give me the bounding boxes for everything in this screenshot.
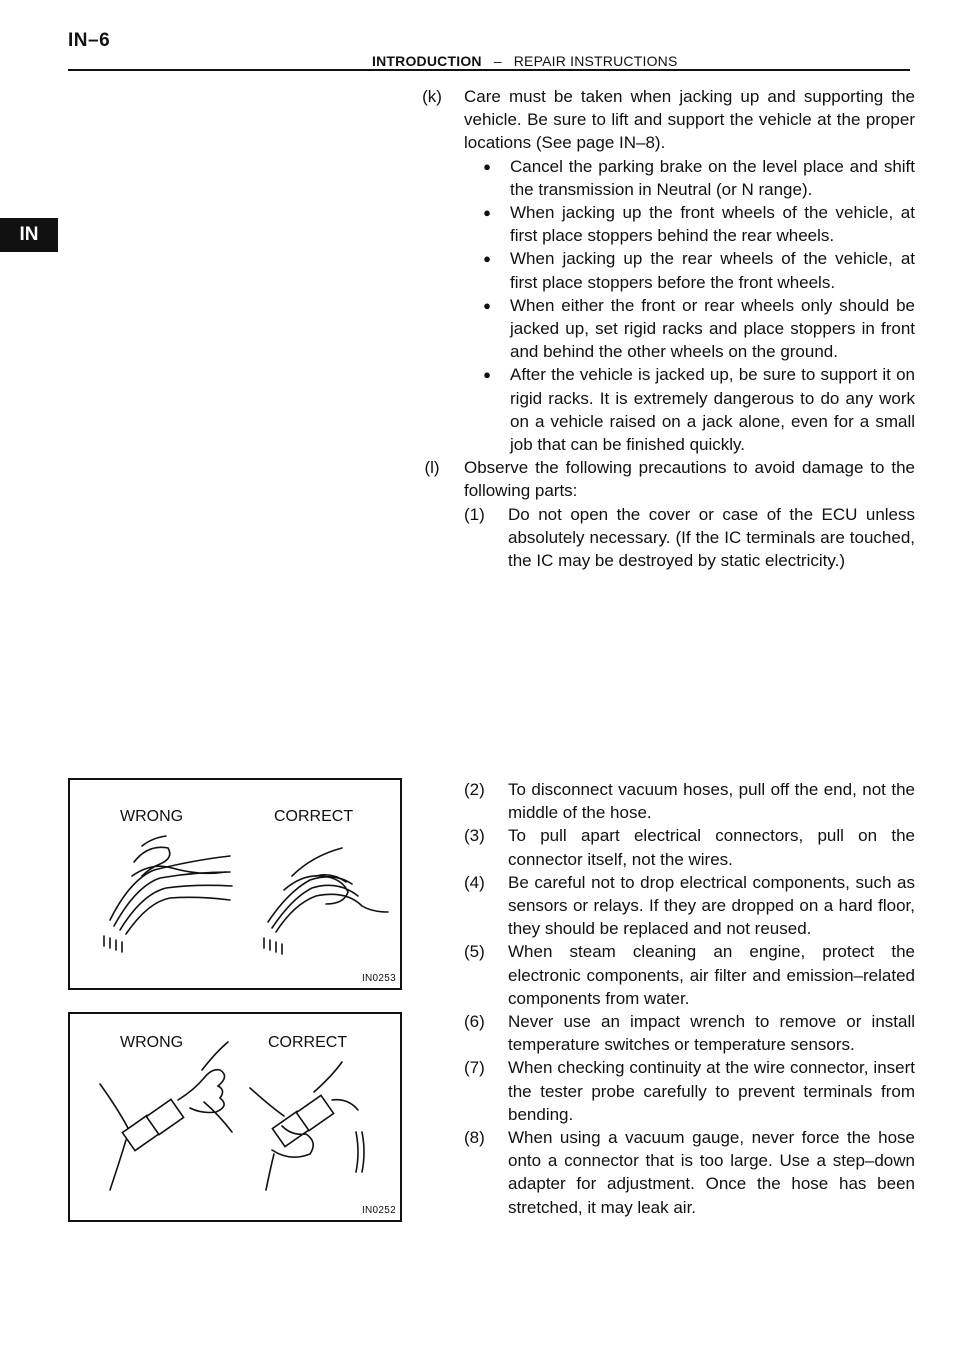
figure-electrical-connector: [68, 1012, 402, 1222]
sub-list: [464, 503, 915, 573]
wrong-label: WRONG: [120, 808, 184, 825]
item-k: [400, 85, 915, 155]
instructions-bottom: [400, 778, 915, 1219]
bullet-icon: ●: [483, 158, 491, 174]
list-item: ● When jacking up the rear wheels of the vehicle, at first place stoppers before the front wheels.: [464, 247, 915, 293]
correct-label: CORRECT: [268, 1034, 348, 1051]
sub-item-number: (1): [464, 504, 485, 524]
item-l: [400, 456, 915, 502]
list-item: (2) To disconnect vacuum hoses, pull off the end, not the middle of the hose.: [464, 780, 915, 823]
list-item: ● When either the front or rear wheels only should be jacked up, set rigid racks and place stoppers in front and behind the other wheels on the ground.: [464, 294, 915, 364]
bullet-icon: ●: [483, 297, 491, 313]
list-item: ● When jacking up the front wheels of the vehicle, at first place stoppers behind the rear wheels.: [464, 201, 915, 247]
item-label: (l): [424, 458, 440, 478]
header-section: INTRODUCTION: [372, 53, 482, 69]
list-item: (8) When using a vacuum gauge, never force the hose onto a connector that is too large. Use a step–down adapter for adjustment. Once the hose has been stretched, it may leak air.: [464, 1128, 915, 1217]
list-item: ● After the vehicle is jacked up, be sure to support it on rigid racks. It is extremely dangerous to do any work on a vehicle raised on a jack alone, even for a small job that can be finished quickly.: [464, 363, 915, 456]
section-tab: IN: [0, 218, 58, 252]
header-rule: [68, 69, 910, 71]
bullet-icon: ●: [483, 367, 491, 383]
item-label: (k): [422, 87, 442, 106]
figure-code: IN0252: [361, 1205, 396, 1216]
bullet-icon: ●: [483, 205, 491, 221]
instructions-top: [400, 85, 915, 572]
list-item: (4) Be careful not to drop electrical components, such as sensors or relays. If they are dropped on a hard floor, they should be replaced and not reused.: [464, 872, 915, 939]
list-item: (6) Never use an impact wrench to remove or install temperature switches or temperature sensors.: [464, 1012, 915, 1055]
bullet-icon: ●: [483, 251, 491, 267]
item-text: Observe the following precautions to avoid damage to the following parts:: [464, 458, 915, 501]
list-item: ● Cancel the parking brake on the level place and shift the transmission in Neutral (or N range).: [464, 155, 915, 201]
connector-illustration: [70, 1014, 400, 1220]
wrong-label: WRONG: [120, 1034, 184, 1051]
header-subsection: REPAIR INSTRUCTIONS: [513, 53, 678, 69]
sub-list-continued: [464, 778, 915, 1219]
correct-label: CORRECT: [274, 808, 354, 825]
list-item: (5) When steam cleaning an engine, protect the electronic components, air filter and emission–related components from water.: [464, 942, 915, 1008]
figure-vacuum-hose: [68, 778, 402, 990]
list-item: (7) When checking continuity at the wire connector, insert the tester probe carefully to prevent terminals from bending.: [464, 1058, 915, 1124]
figure-code: IN0253: [361, 973, 396, 984]
header-separator: –: [493, 53, 502, 69]
sub-item-text: Do not open the cover or case of the ECU unless absolutely necessary. (If the IC terminals are touched, the IC may be destroyed by static electricity.): [508, 504, 915, 571]
item-text: Care must be taken when jacking up and supporting the vehicle. Be sure to lift and support the vehicle at the proper locations (See page IN–8).: [464, 87, 915, 153]
bullet-list: [464, 155, 915, 457]
hose-illustration: [70, 780, 400, 988]
list-item: [464, 503, 915, 573]
page-number: IN–6: [68, 30, 111, 51]
list-item: (3) To pull apart electrical connectors, pull on the connector itself, not the wires.: [464, 826, 915, 869]
running-header: [372, 53, 678, 69]
